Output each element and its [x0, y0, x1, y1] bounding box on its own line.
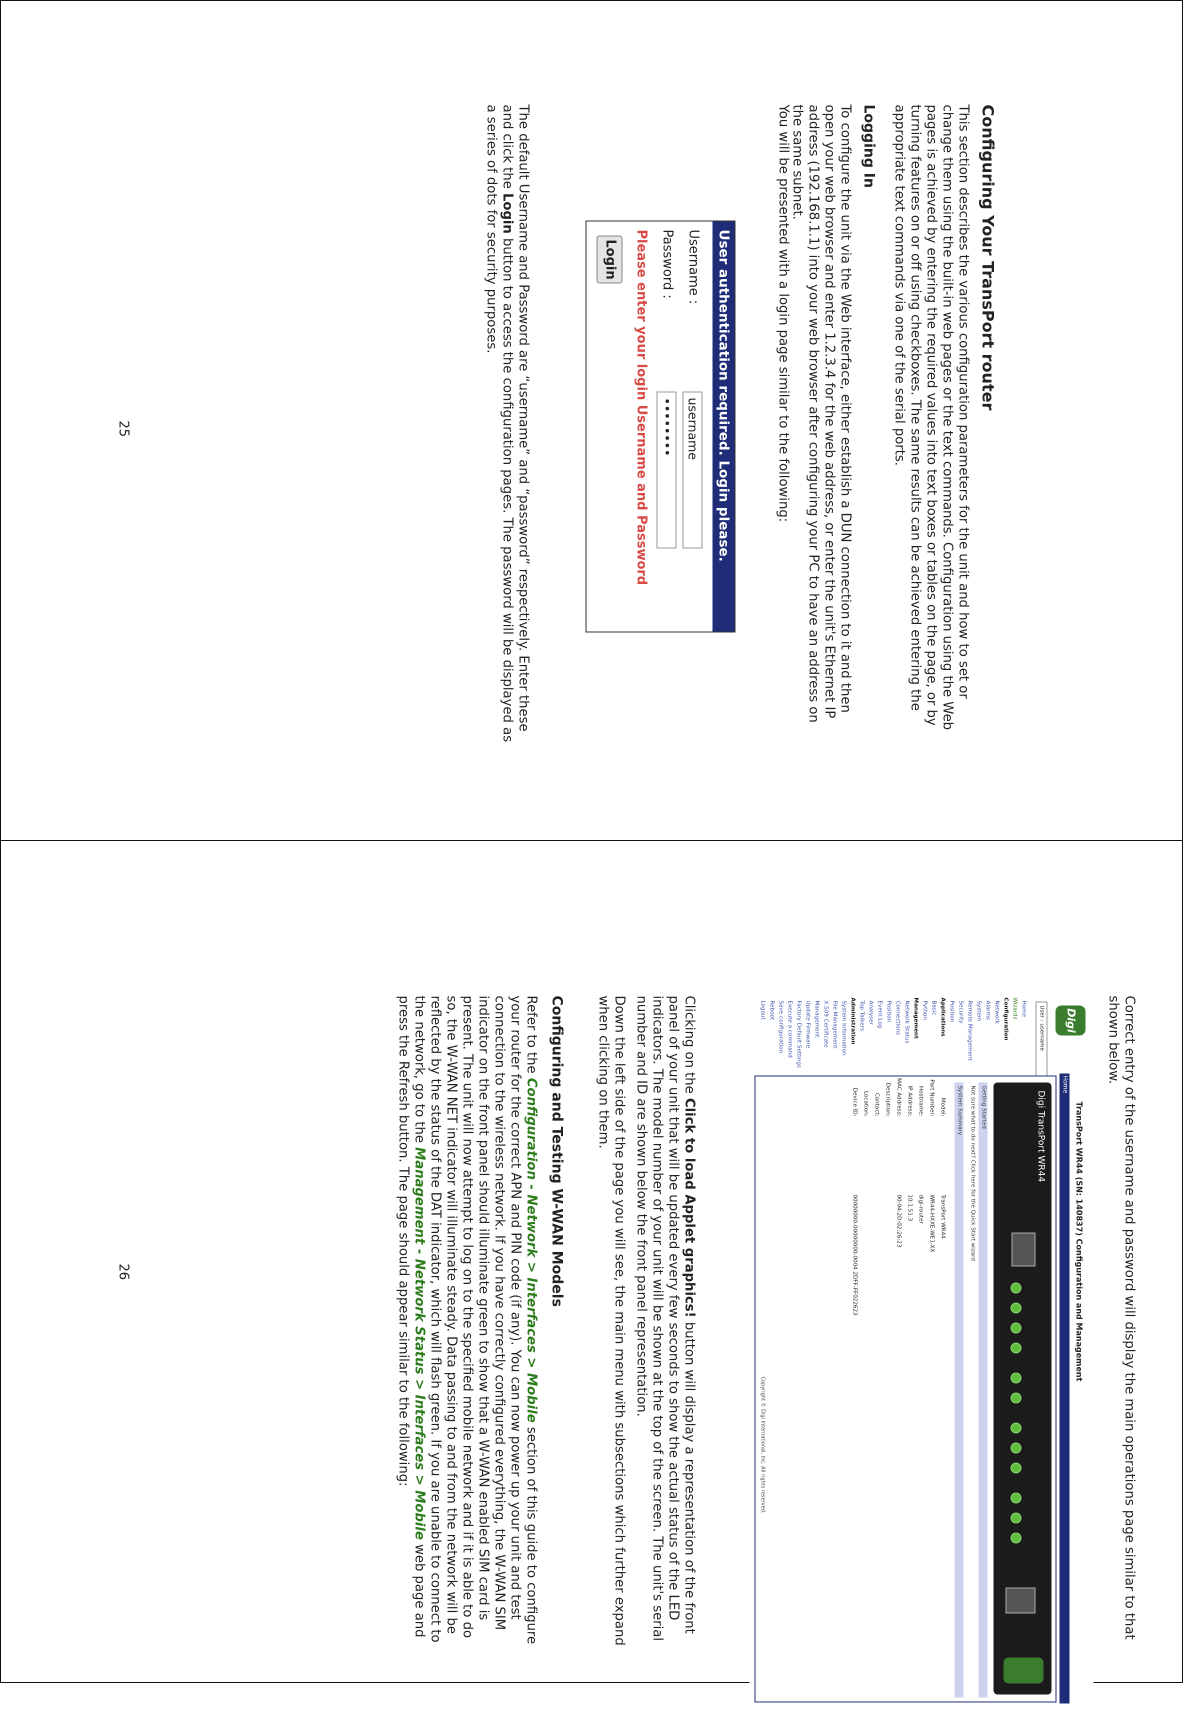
- page-number: 25: [115, 420, 131, 438]
- summary-key: Description:: [884, 1082, 891, 1117]
- front-panel: [994, 1083, 1052, 1695]
- system-summary-header: System Summary: [955, 1083, 964, 1698]
- intro-paragraph: Correct entry of the username and password will display the main operations page similar to that shown below.: [1105, 995, 1137, 1640]
- sidebar-item[interactable]: Basic: [930, 1000, 937, 1016]
- main-content: [755, 1076, 1057, 1703]
- sidebar-item[interactable]: Top Talkers: [858, 1000, 865, 1031]
- sidebar-item[interactable]: Network: [993, 1000, 1000, 1024]
- led-icon: [1011, 1393, 1022, 1404]
- sidebar-item[interactable]: X.509 Certificate Management: [813, 1000, 829, 1048]
- panel-title: Digi TransPort WR44: [1035, 1090, 1046, 1183]
- sidebar-item[interactable]: Wizards: [1011, 997, 1018, 1020]
- summary-value: TransPort WR44: [939, 1194, 946, 1239]
- digi-logo: Digi: [1056, 1006, 1086, 1036]
- sidebar-item[interactable]: Network Status: [903, 1000, 910, 1044]
- led-icon: [1011, 1493, 1022, 1504]
- sidebar-item[interactable]: Remote Management: [966, 1000, 973, 1061]
- username-input[interactable]: username: [683, 392, 703, 549]
- sidebar-item[interactable]: System: [975, 1000, 982, 1022]
- sidebar-item[interactable]: Reboot: [768, 1000, 775, 1021]
- usb-port-icon: [1012, 1233, 1036, 1267]
- sidebar-item[interactable]: Security: [957, 1000, 964, 1024]
- sidebar-item[interactable]: Logout: [759, 1000, 766, 1020]
- login-banner: User authentication required. Login please.: [713, 222, 735, 632]
- summary-key: Device ID:: [851, 1087, 858, 1117]
- getting-started-header: Getting Started: [979, 1083, 988, 1698]
- username-label: Username :: [685, 229, 701, 305]
- summary-value: 00000000-00000000-0004 2DFF-FF022623: [851, 1194, 858, 1316]
- sidebar-item[interactable]: Alarms: [984, 1000, 991, 1020]
- summary-value: 10.1.51.3: [906, 1194, 913, 1222]
- page-25: [0, 1, 1183, 841]
- intro-paragraph: This section describes the various configuration parameters for the unit and how to set or change them using the built-in web pages or the text commands. Configuration using the Web pages is achieved by entering the required values into text boxes or tables on the page, or by turning features on or off using checkboxes. The same results can be achieved entering the appropriate text commands via one of the serial ports.: [891, 104, 971, 731]
- sidebar-item[interactable]: Position: [885, 1000, 892, 1023]
- applet-paragraph: Clicking on the Click to load Applet graphics! button will display a representation of the front panel of your unit that will be updated every few seconds to show the actual status of the LED indicators. The model number of your unit will be shown at the top of the screen. The unit's serial number and ID are shown below the front panel representation.: [633, 995, 697, 1642]
- led-icon: [1011, 1373, 1022, 1384]
- status-link[interactable]: Management - Network Status > Interfaces > Mobile: [411, 1147, 427, 1540]
- page-number: 26: [115, 1263, 131, 1281]
- copyright: Copyright © Digi International, Inc. All rights reserved.: [759, 1376, 766, 1514]
- led-icon: [1011, 1283, 1022, 1294]
- management-screenshot: [750, 994, 1094, 1709]
- sidebar-item: Applications: [939, 997, 946, 1037]
- login-button[interactable]: Login: [597, 236, 623, 284]
- sidebar-item[interactable]: Event Log: [876, 1000, 883, 1029]
- password-input[interactable]: ••••••••: [657, 392, 677, 549]
- summary-value: WR44-HXXE-WE1-XX: [928, 1194, 935, 1253]
- home-tab-bar: [1060, 1074, 1070, 1704]
- digi-panel-logo-icon: [1004, 1658, 1044, 1684]
- home-tab[interactable]: Home: [1061, 1075, 1069, 1094]
- sidebar-item: Configuration: [1002, 997, 1009, 1041]
- sidebar-item[interactable]: Python: [921, 1000, 928, 1020]
- login-error-message: Please enter your login Username and Password: [633, 229, 649, 586]
- default-credentials-paragraph: The default Username and Password are “username” and “password” respectively. Enter these and click the Login button to access the configuration pages. The password will be displayed as a series of dots for security purposes.: [483, 104, 531, 743]
- sidebar-item[interactable]: Connections: [894, 1000, 901, 1036]
- sidebar-item[interactable]: Update Firmware: [804, 1000, 811, 1049]
- user-box: User : username: [1036, 1002, 1048, 1077]
- sidebar-item[interactable]: File Management: [831, 1000, 838, 1049]
- screenshot-title: TransPort WR44 (SN: 140837) Configuration and Management: [1074, 1101, 1084, 1382]
- sidebar-item: Management: [912, 997, 919, 1039]
- sidebar-item: Administration: [849, 997, 856, 1045]
- section-heading: Logging In: [860, 104, 877, 188]
- led-icon: [1011, 1463, 1022, 1474]
- sidebar-item[interactable]: Save configuration: [777, 1000, 784, 1054]
- led-icon: [1011, 1323, 1022, 1334]
- sidebar-item[interactable]: Analyser: [867, 1000, 874, 1025]
- sidebar-item[interactable]: Factory Default Settings: [795, 1000, 802, 1068]
- sim-slot-icon: [1006, 1588, 1036, 1614]
- led-icon: [1011, 1303, 1022, 1314]
- logging-in-paragraph: To configure the unit via the Web interface, either establish a DUN connection to it and then open your web browser and enter 1.2.3.4 for the web address, or enter the unit's Ethernet IP address (192.168.1.1) into your web browser after configuring your PC to have an address on the same subnet.: [789, 104, 853, 723]
- led-icon: [1011, 1533, 1022, 1544]
- summary-key: Location:: [862, 1090, 869, 1117]
- menu-paragraph: Down the left side of the page you will see, the main menu with subsections which further expand when clicking on them.: [595, 995, 627, 1646]
- page-26: [0, 844, 1183, 1684]
- summary-key: Part Number:: [928, 1079, 935, 1117]
- wwan-paragraph: Refer to the Configuration - Network > Interfaces > Mobile section of this guide to configure your router for the correct APN and PIN code (if any). You can now power up your unit and test connection to the wireless network. If you have correctly configured everything, the W-WAN SIM indicator on the front panel should illuminate green to show that a W-WAN enabled SIM card is present. The unit will now attempt to log on to the specified mobile network and if it is able to do so, the W-WAN NET indicator will illuminate steady. Data passing to and from the network will be reflected by the status of the DAT indicator, which will flash green. If you are unable to connect to the network, go to the Management - Network Status > Interfaces > Mobile web page and press the Refresh button. The page should appear similar to the following:: [395, 995, 539, 1645]
- led-icon: [1011, 1443, 1022, 1454]
- sidebar-menu: [758, 998, 1028, 1070]
- summary-key: Hostname:: [917, 1086, 924, 1117]
- summary-value: digi-router: [917, 1194, 924, 1224]
- config-link[interactable]: Configuration - Network > Interfaces > Mobile: [523, 1077, 539, 1423]
- summary-key: Contact:: [873, 1092, 880, 1117]
- led-icon: [1011, 1343, 1022, 1354]
- led-row: [1002, 1283, 1022, 1553]
- led-icon: [1011, 1513, 1022, 1524]
- login-intro-paragraph: You will be presented with a login page similar to the following:: [775, 104, 791, 523]
- password-label: Password :: [659, 229, 675, 299]
- getting-started-text: Not sure what to do next? Click here for the Quick Start wizard: [969, 1085, 976, 1261]
- page-title: Configuring Your TransPort router: [978, 104, 998, 411]
- login-screenshot: [586, 221, 736, 633]
- summary-value: 00:04:2D:02:26:23: [895, 1194, 902, 1248]
- led-icon: [1011, 1423, 1022, 1434]
- sidebar-item[interactable]: Position: [948, 1000, 955, 1023]
- sidebar-item[interactable]: Execute a command: [786, 1000, 793, 1058]
- sidebar-item[interactable]: Home: [1020, 1000, 1027, 1018]
- summary-key: Model:: [939, 1097, 946, 1117]
- sidebar-item[interactable]: System Information: [840, 1000, 847, 1056]
- summary-key: MAC Address:: [895, 1078, 902, 1117]
- summary-key: IP Address:: [906, 1085, 913, 1117]
- section-heading: Configuring and Testing W-WAN Models: [548, 995, 565, 1307]
